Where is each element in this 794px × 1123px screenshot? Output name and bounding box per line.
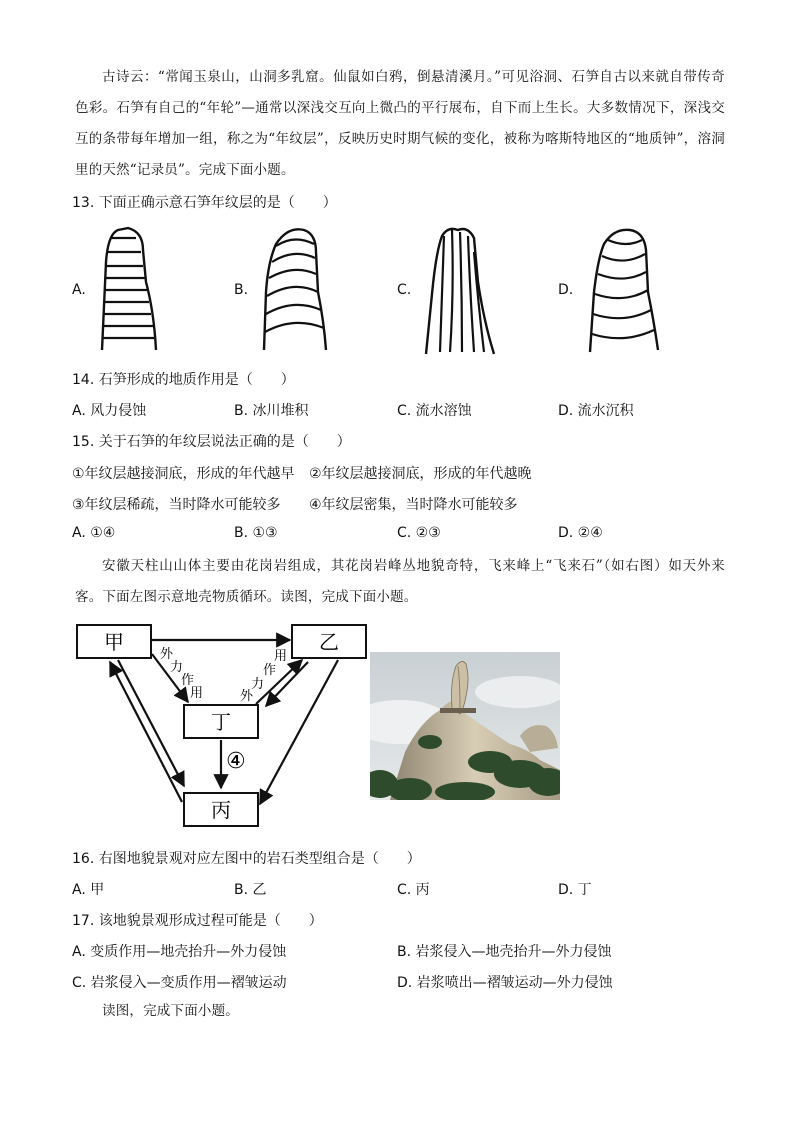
q13-option-a-label[interactable]: A. (72, 282, 86, 298)
q14-option-d[interactable]: D. 流水沉积 (558, 403, 634, 419)
q17-option-d[interactable]: D. 岩浆喷出—褶皱运动—外力侵蚀 (397, 975, 613, 991)
question-13-stem: 13. 下面正确示意石笋年纹层的是（ ） (72, 195, 337, 211)
box-ding-label: 丁 (211, 710, 231, 734)
box-bing-label: 丙 (211, 798, 231, 822)
stalagmite-convex-up-bands-icon[interactable] (252, 222, 337, 357)
q17-option-c[interactable]: C. 岩浆侵入—变质作用—褶皱运动 (72, 975, 287, 991)
box-jia-label: 甲 (104, 630, 124, 654)
label-left-2: 力 (170, 660, 184, 675)
q16-option-b[interactable]: B. 乙 (234, 882, 267, 898)
q16-option-d[interactable]: D. 丁 (558, 882, 592, 898)
q16-option-c[interactable]: C. 丙 (397, 882, 430, 898)
label-right-2: 作 (263, 663, 277, 678)
question-15-stem: 15. 关于石笋的年纹层说法正确的是（ ） (72, 434, 351, 450)
q13-option-d-label[interactable]: D. (558, 282, 574, 298)
q15-statement-1: ①年纹层越接洞底，形成的年代越早 (72, 466, 295, 482)
question-17-stem: 17. 该地貌景观形成过程可能是（ ） (72, 913, 323, 929)
label-left-1: 外 (160, 647, 174, 662)
q15-option-c[interactable]: C. ②③ (397, 525, 441, 541)
q13-option-c-label[interactable]: C. (397, 282, 412, 298)
q15-option-d[interactable]: D. ②④ (558, 525, 603, 541)
question-14-stem: 14. 石笋形成的地质作用是（ ） (72, 372, 295, 388)
q15-statement-3: ③年纹层稀疏，当时降水可能较多 (72, 497, 281, 513)
box-yi-label: 乙 (319, 630, 339, 654)
q15-option-b[interactable]: B. ①③ (234, 525, 278, 541)
q13-option-b-label[interactable]: B. (234, 282, 249, 298)
granite-peak-photo (370, 652, 560, 800)
circle-four-label: ④ (226, 749, 246, 774)
passage-tianzhu: 安徽天柱山山体主要由花岗岩组成，其花岗岩峰丛地貌奇特，飞来峰上“飞来石”（如右图）如天外来客。下面左图示意地壳物质循环。读图，完成下面小题。 (75, 558, 725, 605)
label-left-4: 用 (190, 686, 204, 701)
passage-intro: 古诗云：“常闻玉泉山，山洞多乳窟。仙鼠如白鸦，倒悬清溪月。”可见浴洞、石笋自古以来就自带传奇色彩。石笋有自己的“年轮”—通常以深浅交互向上微凸的平行展布，自下而上生长。大多数情况下，深浅交互的条带每年增加一组，称之为“年纹层”，反映历史时期气候的变化，被称为喀斯特地区的“地质钟”，溶洞里的天然“记录员”。完成下面小题。 (75, 69, 725, 178)
q16-option-a[interactable]: A. 甲 (72, 882, 105, 898)
q14-option-b[interactable]: B. 冰川堆积 (234, 403, 309, 419)
q15-statement-4: ④年纹层密集，当时降水可能较多 (309, 497, 518, 513)
label-right-3: 力 (251, 677, 265, 692)
label-left-3: 作 (181, 673, 195, 688)
rock-cycle-diagram (70, 618, 370, 833)
label-right-1: 用 (274, 649, 288, 664)
q17-option-a[interactable]: A. 变质作用—地壳抬升—外力侵蚀 (72, 944, 287, 960)
question-16-stem: 16. 右图地貌景观对应左图中的岩石类型组合是（ ） (72, 851, 421, 867)
q15-statement-2: ②年纹层越接洞底，形成的年代越晚 (309, 466, 532, 482)
stalagmite-concave-bands-icon[interactable] (582, 222, 667, 357)
q17-option-b[interactable]: B. 岩浆侵入—地壳抬升—外力侵蚀 (397, 944, 612, 960)
tail-instruction: 读图，完成下面小题。 (102, 1003, 239, 1019)
label-right-4: 外 (240, 689, 254, 704)
q14-option-c[interactable]: C. 流水溶蚀 (397, 403, 472, 419)
photo-illustration (370, 652, 560, 800)
stalagmite-horizontal-bands-icon[interactable] (88, 222, 168, 357)
q15-option-a[interactable]: A. ①④ (72, 525, 116, 541)
q14-option-a[interactable]: A. 风力侵蚀 (72, 403, 147, 419)
stalagmite-vertical-bands-icon[interactable] (418, 222, 503, 357)
